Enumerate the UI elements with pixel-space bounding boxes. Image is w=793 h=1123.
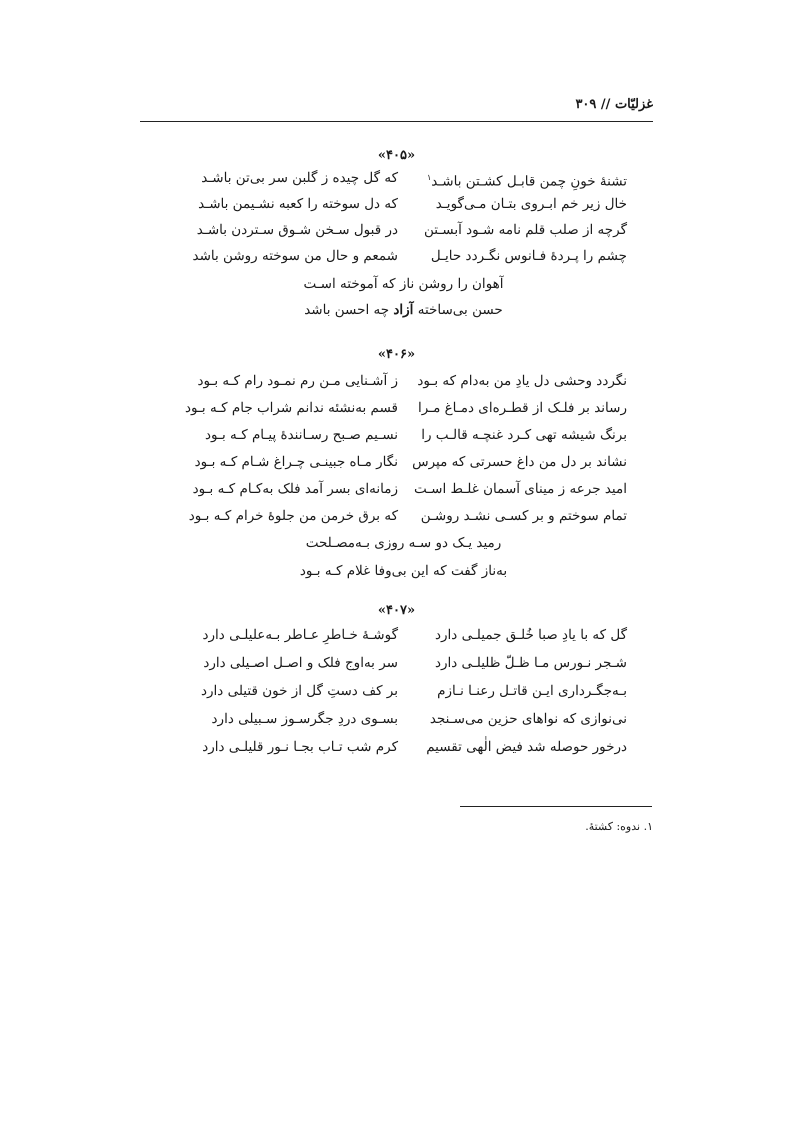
couplet [180, 165, 627, 191]
first-hemistich: شـجر نـورس مـا ظـلّ ظلیلـی دارد [434, 655, 627, 671]
couplet [180, 622, 627, 648]
poem-number: «۴۰۵» [377, 148, 416, 163]
closing-line: آهوان را روشن ناز که آموخته اسـت [303, 276, 504, 292]
first-hemistich: نی‌نوازی که نواهای حزین می‌سـنجد [429, 711, 627, 727]
closing-line: حسن بی‌ساخته آزاد چه احسن باشد [304, 302, 503, 318]
second-hemistich: کرم شب تـاب بجـا نـور قلیلـی دارد [202, 739, 398, 755]
footnote: ۱. ندوه: کشتهٔ. [585, 820, 653, 833]
first-hemistich: گل که با یادِ صبا خُلـق جمیلـی دارد [435, 627, 627, 643]
first-hemistich: تمام سوختم و بر کسـی نشـد روشـن [420, 508, 627, 524]
first-hemistich: امید جرعه ز مینای آسمان غلـط اسـت [413, 481, 627, 497]
first-hemistich: تشنهٔ خونِ چمن قابـل کشـتن باشـد$^۱$ [426, 173, 627, 190]
second-hemistich: بسـوی دردِ جگرسـوز سـبیلی دارد [211, 711, 398, 727]
second-hemistich: که دل سوخته را کعبه نشـیمن باشـد [198, 196, 398, 212]
footnote-marker: ۱ [426, 173, 432, 182]
couplet [180, 476, 627, 502]
couplet [180, 650, 627, 676]
poet-pen-name: آزاد [393, 302, 414, 318]
second-hemistich: بر کف دستِ گل از خون قتیلی دارد [201, 683, 398, 699]
second-hemistich: زمانه‌ای بسر آمد فلک به‌کـام کـه بـود [192, 481, 398, 497]
first-hemistich: نشاند بر دل من داغ حسرتی که مپرس [412, 454, 627, 470]
first-hemistich: رساند بر فلـک از قطـره‌ای دمـاغ مـرا [417, 400, 627, 416]
couplet [180, 368, 627, 394]
couplet [180, 678, 627, 704]
couplet [180, 217, 627, 243]
couplet [180, 422, 627, 448]
first-hemistich: نگردد وحشی دل یادِ من به‌دام که بـود [417, 373, 627, 389]
couplet [180, 395, 627, 421]
second-hemistich: سر به‌اوج فلک و اصـل اصـیلی دارد [203, 655, 398, 671]
couplet [180, 191, 627, 217]
second-hemistich: نگار مـاه جبینـی چـراغ شـام کـه بـود [194, 454, 398, 470]
second-hemistich: قسم به‌نشئه ندانم شراب جام کـه بـود [184, 400, 398, 416]
first-hemistich: گرچه از صلب قلم نامه شـود آبسـتن [423, 222, 627, 238]
second-hemistich: که برق خرمن من جلوهٔ خرام کـه بـود [188, 508, 398, 524]
first-hemistich: چشم را پـردهٔ فـانوس نگـردد حایـل [430, 248, 627, 264]
poem-number: «۴۰۶» [377, 347, 416, 362]
poem-number: «۴۰۷» [377, 603, 416, 618]
couplet [180, 706, 627, 732]
couplet [180, 503, 627, 529]
header-rule [140, 121, 653, 122]
first-hemistich: بـه‌جگـرداری ایـن قاتـل رعنـا نـازم [437, 683, 627, 699]
second-hemistich: شمعم و حال من سوخته روشن باشد [192, 248, 398, 264]
second-hemistich: ز آشـنایی مـن رم نمـود رام کـه بـود [197, 373, 398, 389]
couplet [180, 449, 627, 475]
closing-line: به‌ناز گفت که این بی‌وفا غلام کـه بـود [299, 563, 508, 579]
first-hemistich: برنگ شیشه تهی کـرد غنچـه قالـب را [421, 427, 627, 443]
closing-line: رمید یـک دو سـه روزی بـه‌مصـلحت [305, 535, 502, 551]
first-hemistich: خال زیر خم ابـروی بتـان مـی‌گویـد [435, 196, 627, 212]
running-head: غزلیّات // ۳۰۹ [575, 97, 653, 112]
second-hemistich: در قبول سـخن شـوق سـتردن باشـد [196, 222, 398, 238]
couplet [180, 734, 627, 760]
couplet [180, 243, 627, 269]
footnote-rule [460, 806, 652, 807]
second-hemistich: نسـیم صـبح رسـانندهٔ پیـام کـه بـود [205, 427, 398, 443]
second-hemistich: گوشـهٔ خـاطرِ عـاطر بـه‌علیلـی دارد [202, 627, 398, 643]
first-hemistich: درخور حوصله شد فیض الٰهی تقسیم [426, 739, 627, 755]
second-hemistich: که گل چیده ز گلبن سر بی‌تن باشـد [201, 170, 398, 186]
